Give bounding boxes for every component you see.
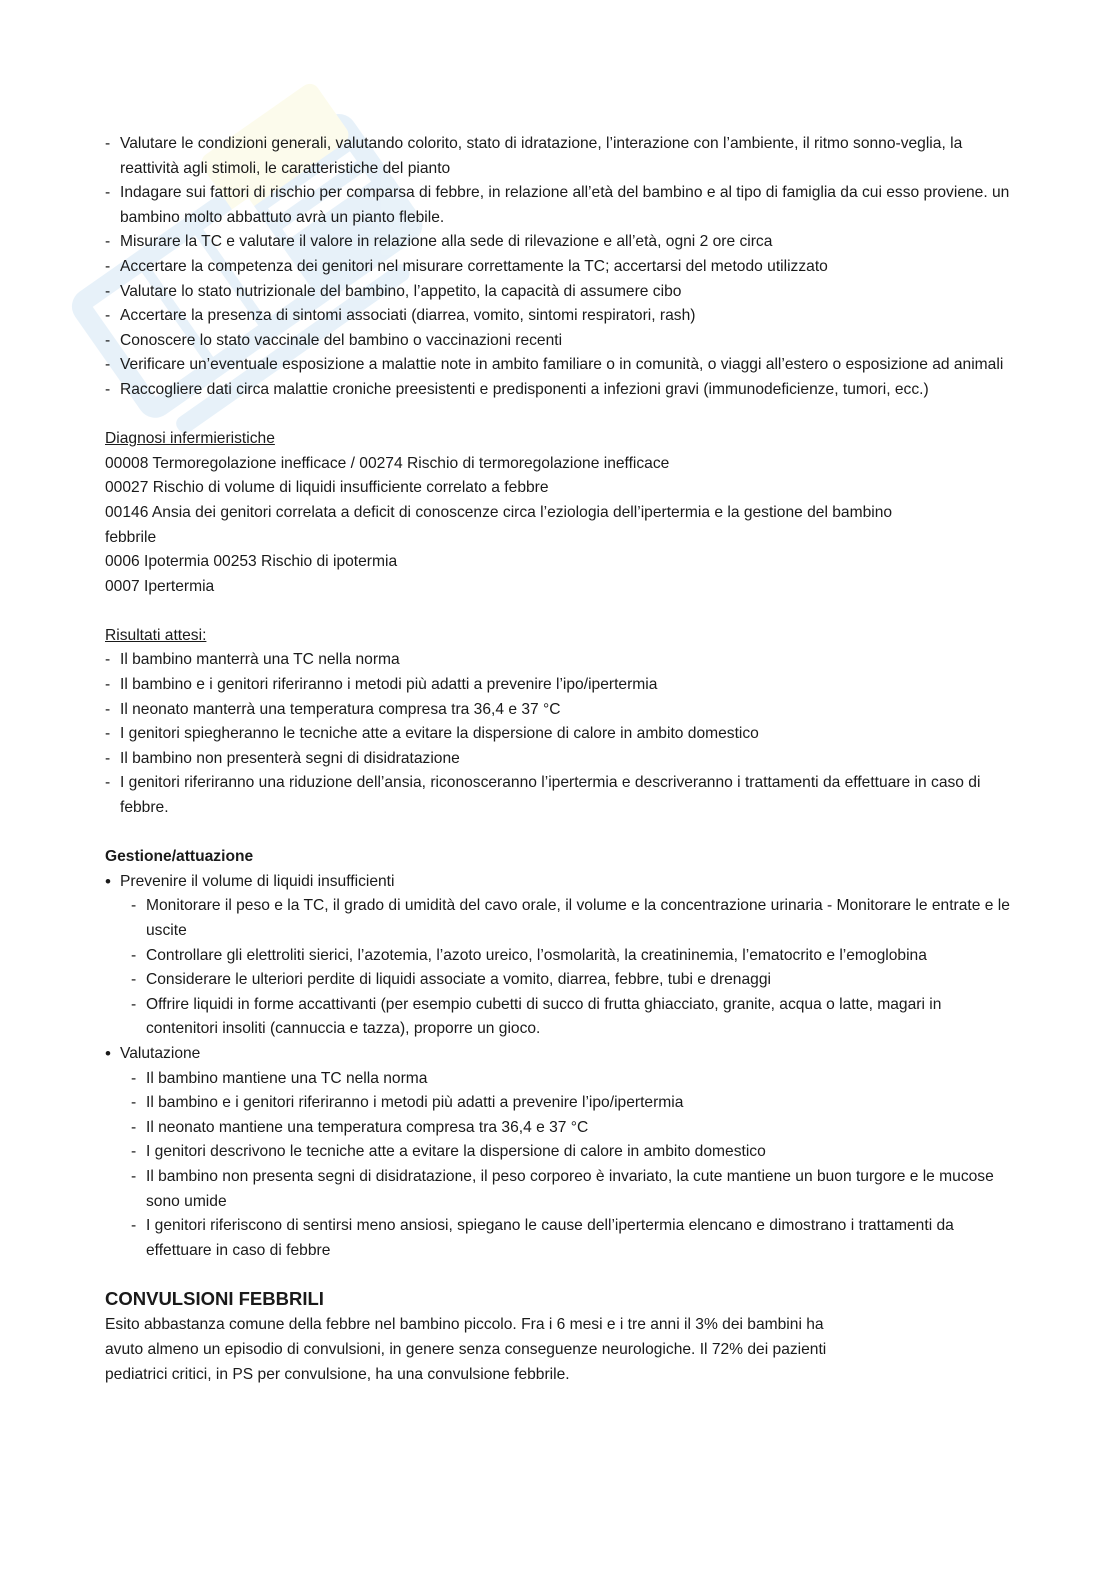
diagnosi-line: 0006 Ipotermia 00253 Rischio di ipotermia (105, 553, 398, 571)
gestione-sublist (120, 1067, 1010, 1264)
list-item: - Considerare le ulteriori perdite di liquidi associate a vomito, diarrea, febbre, tubi e drenaggi (131, 968, 1010, 993)
list-item: - Il bambino non presenta segni di disidratazione, il peso corporeo è invariato, la cute mantiene un buon turgore e le mucose sono umide (131, 1165, 1010, 1214)
convulsioni-line: avuto almeno un episodio di convulsioni, in genere senza conseguenze neurologiche. Il 72% dei pazienti (105, 1340, 827, 1358)
convulsioni-title: CONVULSIONI FEBBRILI (105, 1288, 324, 1310)
list-item: - I genitori riferiranno una riduzione dell’ansia, riconosceranno l’ipertermia e descriveranno i trattamenti da effettuare in caso di febbre. (105, 771, 1010, 820)
gestione-heading: Gestione/attuazione (105, 848, 254, 866)
list-item: - Il bambino mantiene una TC nella norma (131, 1067, 1010, 1092)
list-item: - Offrire liquidi in forme accattivanti (per esempio cubetti di succo di frutta ghiacciato, granite, acqua o latte, magari in contenitori insoliti (cannuccia e tazza), proporre un gioco. (131, 993, 1010, 1042)
convulsioni-line: pediatrici critici, in PS per convulsione, ha una convulsione febbrile. (105, 1365, 570, 1383)
diagnosi-line: 00027 Rischio di volume di liquidi insufficiente correlato a febbre (105, 479, 549, 497)
gestione-list (105, 870, 1010, 1264)
gestione-sublist (120, 894, 1010, 1042)
diagnosi-line: 00008 Termoregolazione inefficace / 00274 Rischio di termoregolazione inefficace (105, 454, 670, 472)
list-item: - Il neonato mantiene una temperatura compresa tra 36,4 e 37 °C (131, 1116, 1010, 1141)
list-item: - I genitori descrivono le tecniche atte a evitare la dispersione di calore in ambito domestico (131, 1140, 1010, 1165)
list-item: - Controllare gli elettroliti sierici, l’azotemia, l’azoto ureico, l’osmolarità, la creatininemia, l’ematocrito e l’emoglobina (131, 944, 1010, 969)
diagnosi-line: 00146 Ansia dei genitori correlata a deficit di conoscenze circa l’eziologia dell’ipertermia e la gestione del bambino febbrile (105, 503, 893, 546)
list-item: - Valutare lo stato nutrizionale del bambino, l’appetito, la capacità di assumere cibo (105, 280, 1010, 305)
risultati-heading: Risultati attesi: (105, 626, 207, 644)
gestione-group (105, 870, 1010, 1042)
list-item: - I genitori riferiscono di sentirsi meno ansiosi, spiegano le cause dell’ipertermia elencano e dimostrano i trattamenti da effettuare in caso di febbre (131, 1214, 1010, 1263)
risultati-list (105, 648, 1010, 820)
list-item: - Il neonato manterrà una temperatura compresa tra 36,4 e 37 °C (105, 698, 1010, 723)
gestione-group (105, 1042, 1010, 1263)
list-item: - Il bambino manterrà una TC nella norma (105, 648, 1010, 673)
list-item: - Valutare le condizioni generali, valutando colorito, stato di idratazione, l’interazione con l’ambiente, il ritmo sonno-veglia, la reattività agli stimoli, le caratteristiche del pianto (105, 132, 1010, 181)
diagnosi-line: 0007 Ipertermia (105, 577, 215, 595)
list-item: - Il bambino e i genitori riferiranno i metodi più adatti a prevenire l’ipo/ipertermia (131, 1091, 1010, 1116)
list-item: - Conoscere lo stato vaccinale del bambino o vaccinazioni recenti (105, 329, 1010, 354)
list-item: - Indagare sui fattori di rischio per comparsa di febbre, in relazione all’età del bambino e al tipo di famiglia da cui esso proviene. un bambino molto abbattuto avrà un pianto flebile. (105, 181, 1010, 230)
list-item: - I genitori spiegheranno le tecniche atte a evitare la dispersione di calore in ambito domestico (105, 722, 1010, 747)
list-item: - Accertare la presenza di sintomi associati (diarrea, vomito, sintomi respiratori, rash) (105, 304, 1010, 329)
gestione-group-label: Prevenire il volume di liquidi insufficienti (120, 872, 395, 890)
document-page (105, 132, 1010, 1387)
list-item: - Il bambino non presenterà segni di disidratazione (105, 747, 1010, 772)
gestione-group-label: Valutazione (120, 1044, 201, 1062)
list-item: - Raccogliere dati circa malattie croniche preesistenti e predisponenti a infezioni gravi (immunodeficienze, tumori, ecc.) (105, 378, 1010, 403)
list-item: - Monitorare il peso e la TC, il grado di umidità del cavo orale, il volume e la concentrazione urinaria - Monitorare le entrate e le uscite (131, 894, 1010, 943)
diagnosi-heading: Diagnosi infermieristiche (105, 430, 275, 448)
convulsioni-line: Esito abbastanza comune della febbre nel bambino piccolo. Fra i 6 mesi e i tre anni il 3% dei bambini ha (105, 1316, 824, 1334)
list-item: - Il bambino e i genitori riferiranno i metodi più adatti a prevenire l’ipo/ipertermia (105, 673, 1010, 698)
assessment-list (105, 132, 1010, 403)
list-item: - Accertare la competenza dei genitori nel misurare correttamente la TC; accertarsi del metodo utilizzato (105, 255, 1010, 280)
list-item: - Misurare la TC e valutare il valore in relazione alla sede di rilevazione e all’età, ogni 2 ore circa (105, 230, 1010, 255)
list-item: - Verificare un’eventuale esposizione a malattie note in ambito familiare o in comunità, o viaggi all’estero o esposizione ad animali (105, 353, 1010, 378)
